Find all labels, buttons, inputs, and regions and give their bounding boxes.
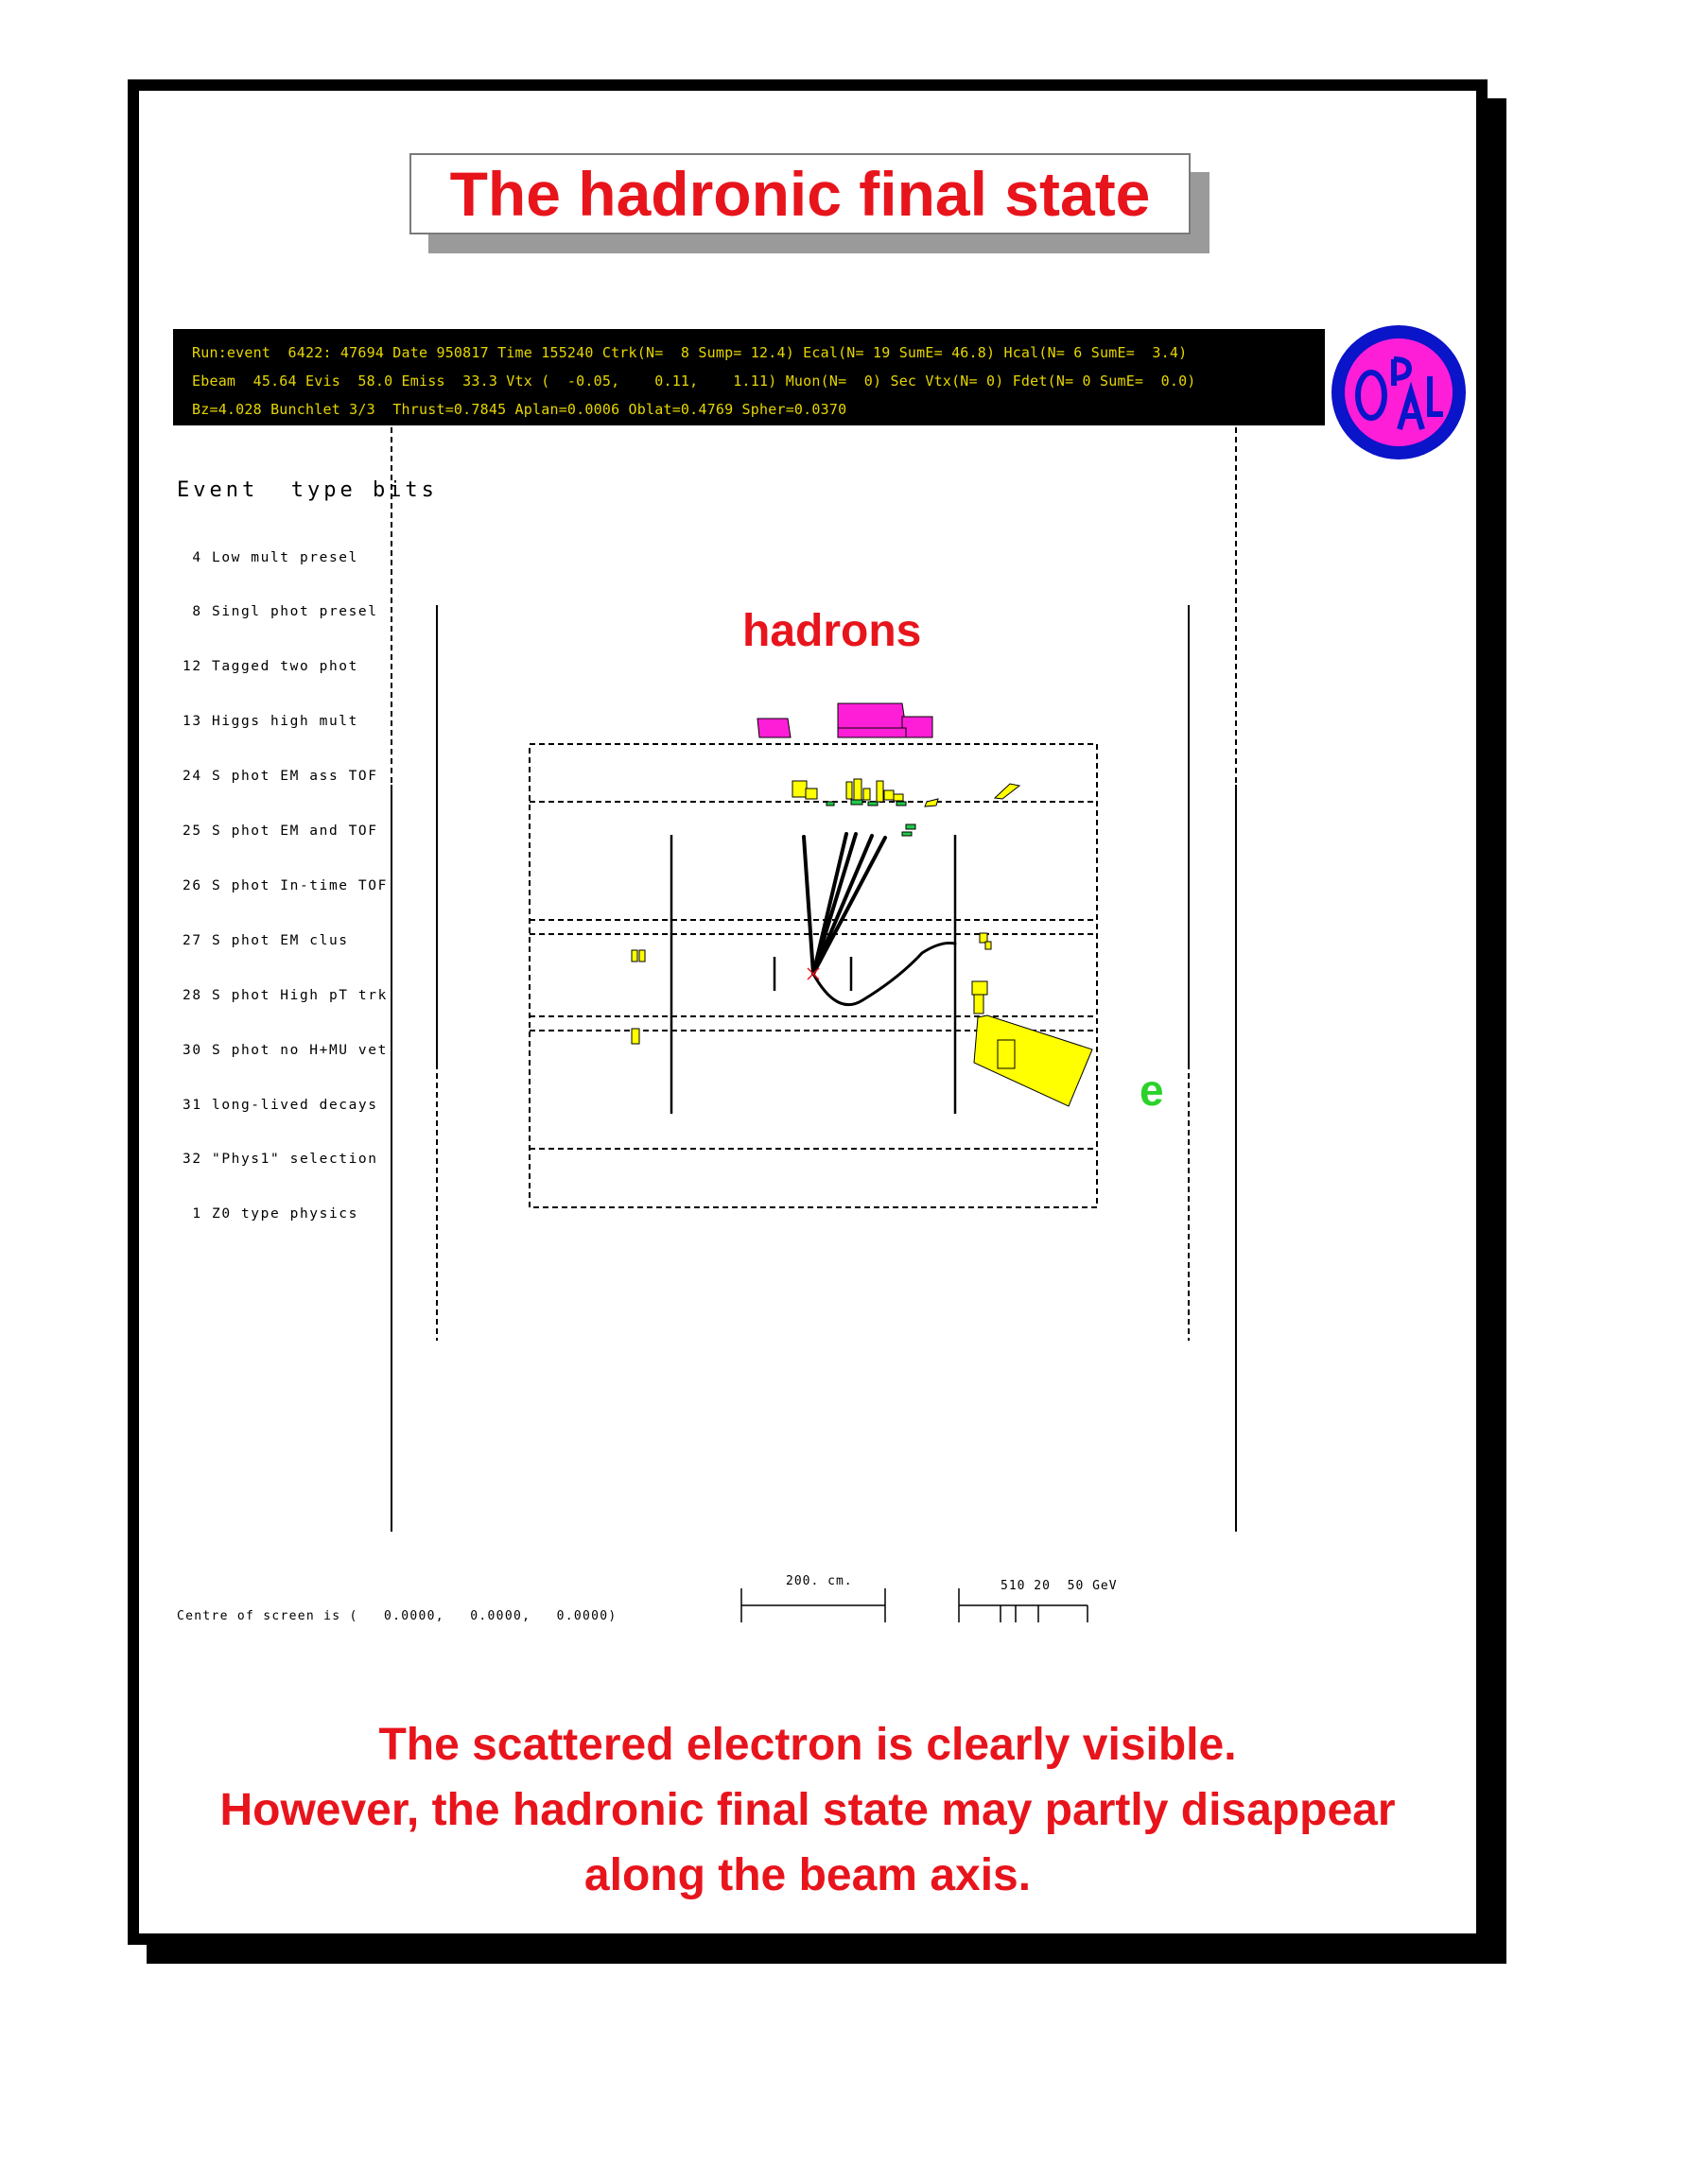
- caption-line-2: However, the hadronic final state may partly disappear: [219, 1785, 1396, 1835]
- ecal-cluster: [792, 781, 807, 797]
- ecal-cluster: [972, 981, 987, 995]
- centre-of-screen-text: Centre of screen is ( 0.0000, 0.0000, 0.0000): [177, 1609, 618, 1623]
- caption-line-1: The scattered electron is clearly visible.: [378, 1720, 1237, 1770]
- hcal-block-base: [838, 728, 906, 737]
- ecal-cluster: [639, 950, 645, 962]
- green-hits: [827, 800, 915, 836]
- event-info-line-1: Run:event 6422: 47694 Date 950817 Time 155240 Ctrk(N= 8 Sump= 12.4) Ecal(N= 19 SumE= 46.8) Hcal(N= 6 SumE= 3.4): [192, 344, 1188, 361]
- event-bit-row: 12 Tagged two phot: [183, 659, 358, 675]
- ecal-cluster: [974, 995, 983, 1014]
- ecal-cluster: [925, 799, 938, 806]
- ecal-cluster: [894, 794, 903, 801]
- hadron-track: [804, 837, 813, 974]
- ecal-cluster: [854, 779, 861, 800]
- ecal-cluster: [995, 784, 1019, 799]
- outer-detector-lines: [392, 427, 1236, 1532]
- event-bit-row: 4 Low mult presel: [183, 549, 358, 565]
- event-bit-row: 13 Higgs high mult: [183, 714, 358, 730]
- ecal-cluster: [863, 789, 870, 800]
- ecal-cluster: [632, 950, 637, 962]
- event-bit-row: 25 S phot EM and TOF: [183, 823, 378, 840]
- hcal-clusters: [757, 703, 932, 737]
- green-hit: [902, 832, 912, 836]
- green-hit: [868, 802, 878, 806]
- green-hit: [906, 824, 915, 829]
- energy-scale-label: 510 20 50 GeV: [1001, 1579, 1118, 1593]
- event-bit-row: 27 S phot EM clus: [183, 932, 349, 948]
- hadrons-label: hadrons: [742, 606, 922, 656]
- ecal-cluster: [998, 1040, 1015, 1068]
- hcal-block-left: [757, 719, 791, 737]
- length-scale-label: 200. cm.: [786, 1574, 853, 1588]
- event-bit-row: 8 Singl phot presel: [183, 604, 378, 620]
- ecal-cluster: [846, 782, 852, 799]
- event-bit-row: 1 Z0 type physics: [183, 1206, 358, 1222]
- electron-label: e: [1140, 1066, 1164, 1115]
- green-hit: [851, 800, 862, 805]
- event-info-line-2: Ebeam 45.64 Evis 58.0 Emiss 33.3 Vtx ( -0.05, 0.11, 1.11) Muon(N= 0) Sec Vtx(N= 0) Fdet(N= 0 SumE= 0.0): [192, 373, 1196, 390]
- event-bit-row: 26 S phot In-time TOF: [183, 877, 388, 893]
- ecal-cluster: [877, 781, 883, 802]
- hcal-block-right: [902, 717, 932, 737]
- ecal-clusters: [632, 779, 1092, 1106]
- electron-track: [813, 943, 955, 1004]
- event-bit-row: 30 S phot no H+MU vet: [183, 1042, 388, 1058]
- event-bit-row: 28 S phot High pT trk: [183, 987, 388, 1003]
- event-bit-row: 31 long-lived decays: [183, 1097, 378, 1113]
- ecal-cluster: [884, 790, 894, 800]
- event-info-line-3: Bz=4.028 Bunchlet 3/3 Thrust=0.7845 Aplan=0.0006 Oblat=0.4769 Spher=0.0370: [192, 401, 847, 418]
- caption-line-3: along the beam axis.: [583, 1850, 1032, 1900]
- green-hit: [896, 802, 906, 806]
- ecal-cluster: [632, 1029, 639, 1044]
- event-type-heading: Event type bits: [177, 478, 438, 502]
- slide-title: The hadronic final state: [409, 153, 1191, 234]
- ecal-electron-shower: [974, 1015, 1092, 1106]
- ecal-cluster: [806, 789, 817, 799]
- green-hit: [827, 802, 834, 806]
- scale-bars: [741, 1588, 1088, 1622]
- hcal-block-main: [838, 703, 906, 728]
- event-bit-row: 24 S phot EM ass TOF: [183, 769, 378, 785]
- event-bit-row: 32 "Phys1" selection: [183, 1152, 378, 1168]
- ecal-cluster: [985, 942, 991, 949]
